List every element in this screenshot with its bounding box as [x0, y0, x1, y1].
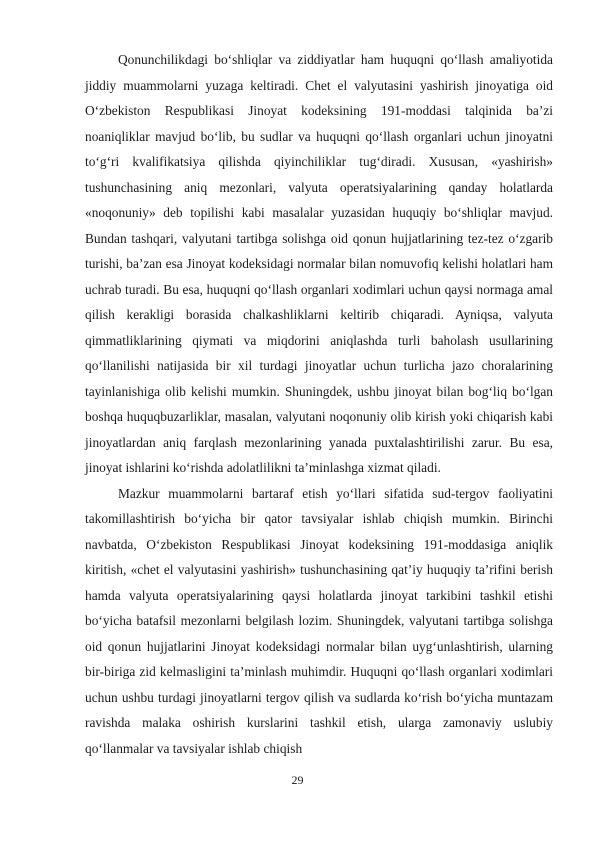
paragraph-2: Mazkur muammolarni bartaraf etish yo‘llari sifatida sud-tergov faoliyatini takomillashtirish bo‘yicha bir qator tavsiyalar ishlab chiqish mumkin. Birinchi navbatda, O‘zbekiston Respublikasi Jinoyat kodeksining 191-moddasiga aniqlik kiritish, «chet el valyutasini yashirish» tushunchasining qat’iy huquqiy ta’rifini berish hamda valyuta operatsiyalarining qaysi holatlarda jinoyat tarkibini tashkil etishi bo‘yicha batafsil mezonlarni belgilash lozim. Shuningdek, valyutani tartibga solishga oid qonun hujjatlarini Jinoyat kodeksidagi normalar bilan uyg‘unlashtirish, ularning bir-biriga zid kelmasligini ta’minlash muhimdir. Huquqni qo‘llash organlari xodimlari uchun ushbu turdagi jinoyatlarni tergov qilish va sudlarda ko‘rish bo‘yicha muntazam ravishda malaka oshirish kurslarini tashkil etish, ularga zamonaviy uslubiy qo‘llanmalar va tavsiyalar ishlab chiqish	[85, 485, 553, 756]
body-text	[85, 47, 553, 761]
paragraph-1: Qonunchilikdagi bo‘shliqlar va ziddiyatlar ham huquqni qo‘llash amaliyotida jiddiy muammolarni yuzaga keltiradi. Chet el valyutasini yashirish jinoyatiga oid O‘zbekiston Respublikasi Jinoyat kodeksining 191-moddasi talqinida ba’zi noaniqliklar mavjud bo‘lib, bu sudlar va huquqni qo‘llash organlari uchun jinoyatni to‘g‘ri kvalifikatsiya qilishda qiyinchiliklar tug‘diradi. Xususan, «yashirish» tushunchasining aniq mezonlari, valyuta operatsiyalarining qanday holatlarda «noqonuniy» deb topilishi kabi masalalar yuzasidan huquqiy bo‘shliqlar mavjud. Bundan tashqari, valyutani tartibga solishga oid qonun hujjatlarining tez-tez o‘zgarib turishi, ba’zan esa Jinoyat kodeksidagi normalar bilan nomuvofiq kelishi holatlari ham uchrab turadi. Bu esa, huquqni qo‘llash organlari xodimlari uchun qaysi normaga amal qilish kerakligi borasida chalkashliklarni keltirib chiqaradi. Ayniqsa, valyuta qimmatliklarining qiymati va miqdorini aniqlashda turli baholash usullarining qo‘llanilishi natijasida bir xil turdagi jinoyatlar uchun turlicha jazo choralarining tayinlanishiga olib kelishi mumkin. Shuningdek, ushbu jinoyat bilan bog‘liq bo‘lgan boshqa huquqbuzarliklar, masalan, valyutani noqonuniy olib kirish yoki chiqarish kabi jinoyatlardan aniq farqlash mezonlarining yanada puxtalashtirilishi zarur. Bu esa, jinoyat ishlarini ko‘rishda adolatlilikni ta’minlashga xizmat qiladi.	[85, 52, 553, 475]
page-number: 29	[291, 773, 304, 787]
